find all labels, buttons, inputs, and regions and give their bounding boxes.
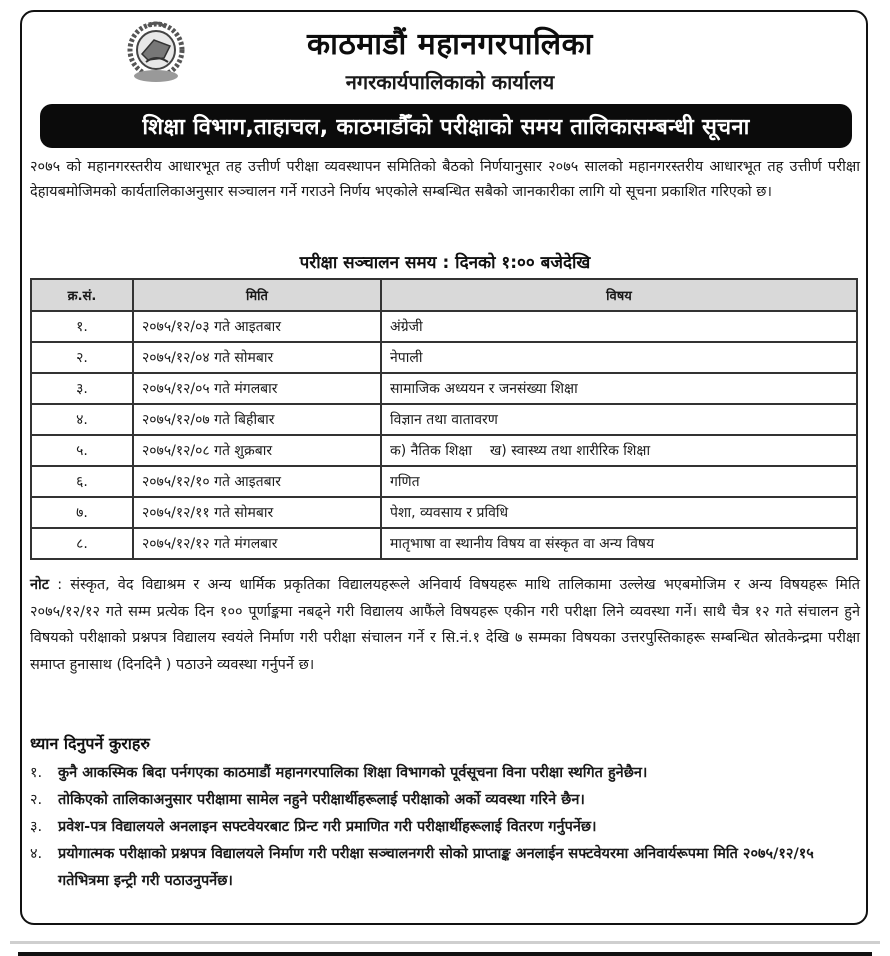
item-number: ३. bbox=[30, 819, 43, 835]
notice-title: शिक्षा विभाग,ताहाचल, काठमाडौँको परीक्षाको समय तालिकासम्बन्धी सूचना bbox=[142, 115, 750, 140]
list-item bbox=[30, 760, 860, 787]
serial-cell: ६. bbox=[31, 466, 133, 497]
item-number: ४. bbox=[30, 846, 43, 862]
table-row bbox=[31, 311, 857, 342]
government-emblem-icon bbox=[124, 18, 188, 86]
divider bbox=[18, 952, 872, 956]
intro-paragraph: २०७५ को महानगरस्तरीय आधारभूत तह उत्तीर्ण परीक्षा व्यवस्थापन समितिको बैठको निर्णयानुसार २०७५ सालको महानगरस्तरीय आधारभूत तह उत्तीर्ण परीक्षा देहायबमोजिमको कार्यतालिकाअनुसार सञ्चालन गर्ने गराउने निर्णय भएकोले सम्बन्धित सबैको जानकारीका लागि यो सूचना प्रकाशित गरिएको छ। bbox=[30, 159, 860, 200]
date-cell: २०७५/१२/०४ गते सोमबार bbox=[133, 342, 381, 373]
organization-name: काठमाडौं महानगरपालिका bbox=[307, 27, 593, 62]
exam-time-heading: परीक्षा सञ्चालन समय : दिनको १:०० बजेदेखि bbox=[299, 253, 591, 273]
subject-cell: पेशा, व्यवसाय र प्रविधि bbox=[381, 497, 857, 528]
table-row bbox=[31, 435, 857, 466]
date-cell: २०७५/१२/०५ गते मंगलबार bbox=[133, 373, 381, 404]
note-label: नोट bbox=[30, 577, 50, 593]
date-cell: २०७५/१२/१२ गते मंगलबार bbox=[133, 528, 381, 559]
table-row bbox=[31, 497, 857, 528]
serial-cell: ३. bbox=[31, 373, 133, 404]
note-paragraph bbox=[30, 572, 860, 678]
column-header-subject: विषय bbox=[381, 279, 857, 311]
subject-cell: मातृभाषा वा स्थानीय विषय वा संस्कृत वा अन्य विषय bbox=[381, 528, 857, 559]
date-cell: २०७५/१२/०३ गते आइतबार bbox=[133, 311, 381, 342]
item-text: प्रयोगात्मक परीक्षाको प्रश्नपत्र विद्यालयले निर्माण गरी परीक्षा सञ्चालनगरी सोको प्राप्ताङ्क अनलाईन सफ्टवेयरमा अनिवार्यरूपमा मिति २०७५/१२/१५ गतेभित्रमा इन्ट्री गरी पठाउनुपर्नेछ। bbox=[58, 846, 814, 889]
list-item bbox=[30, 814, 860, 841]
item-text: कुनै आकस्मिक बिदा पर्नगएका काठमाडौं महानगरपालिका शिक्षा विभागको पूर्वसूचना विना परीक्षा स्थगित हुनेछैन। bbox=[58, 765, 648, 781]
serial-cell: ८. bbox=[31, 528, 133, 559]
subject-cell: अंग्रेजी bbox=[381, 311, 857, 342]
serial-cell: २. bbox=[31, 342, 133, 373]
subject-cell: गणित bbox=[381, 466, 857, 497]
table-row bbox=[31, 466, 857, 497]
column-header-date: मिति bbox=[133, 279, 381, 311]
note-text: : संस्कृत, वेद विद्याश्रम र अन्य धार्मिक प्रकृतिका विद्यालयहरूले अनिवार्य विषयहरू माथि तालिकामा उल्लेख भएबमोजिम र अन्य विषयहरू मिति २०७५/१२/१२ गते सम्म प्रत्येक दिन १०० पूर्णाङ्कमा नबढ्ने गरी विद्यालय आफैंले विषयहरू एकीन गरी परीक्षा लिने व्यवस्था गर्ने। साथै चैत्र १२ गते संचालन हुने विषयको परीक्षाको प्रश्नपत्र विद्यालय स्वयंले निर्माण गरी परीक्षा संचालन गर्ने र सि.नं.१ देखि ७ सम्मका विषयका उत्तरपुस्तिकाहरू सम्बन्धित स्रोतकेन्द्रमा परीक्षा समाप्त हुनासाथ (दिनदिनै ) पठाउने व्यवस्था गर्नुपर्ने छ। bbox=[30, 577, 860, 673]
column-header-serial: क्र.सं. bbox=[31, 279, 133, 311]
item-text: तोकिएको तालिकाअनुसार परीक्षामा सामेल नहुने परीक्षार्थीहरूलाई परीक्षाको अर्को व्यवस्था गरिने छैन। bbox=[58, 792, 585, 808]
subject-cell: विज्ञान तथा वातावरण bbox=[381, 404, 857, 435]
table-row bbox=[31, 342, 857, 373]
serial-cell: १. bbox=[31, 311, 133, 342]
item-text: प्रवेश-पत्र विद्यालयले अनलाइन सफ्टवेयरबाट प्रिन्ट गरी प्रमाणित गरी परीक्षार्थीहरूलाई वितरण गर्नुपर्नेछ। bbox=[58, 819, 597, 835]
attention-list bbox=[30, 760, 860, 895]
serial-cell: ४. bbox=[31, 404, 133, 435]
date-cell: २०७५/१२/१० गते आइतबार bbox=[133, 466, 381, 497]
item-number: १. bbox=[30, 765, 43, 781]
subject-cell: नेपाली bbox=[381, 342, 857, 373]
item-number: २. bbox=[30, 792, 43, 808]
divider bbox=[10, 941, 880, 944]
subject-cell: क) नैतिक शिक्षा ख) स्वास्थ्य तथा शारीरिक शिक्षा bbox=[381, 435, 857, 466]
exam-schedule-table bbox=[30, 278, 858, 560]
list-item bbox=[30, 841, 860, 895]
notice-title-banner bbox=[40, 104, 852, 148]
list-item bbox=[30, 787, 860, 814]
serial-cell: ५. bbox=[31, 435, 133, 466]
table-row bbox=[31, 404, 857, 435]
table-header-row bbox=[31, 279, 857, 311]
date-cell: २०७५/१२/०७ गते बिहीबार bbox=[133, 404, 381, 435]
table-row bbox=[31, 373, 857, 404]
attention-heading: ध्यान दिनुपर्ने कुराहरु bbox=[30, 734, 150, 753]
subject-cell: सामाजिक अध्ययन र जनसंख्या शिक्षा bbox=[381, 373, 857, 404]
office-name: नगरकार्यपालिकाको कार्यालय bbox=[345, 70, 555, 94]
table-row bbox=[31, 528, 857, 559]
date-cell: २०७५/१२/११ गते सोमबार bbox=[133, 497, 381, 528]
serial-cell: ७. bbox=[31, 497, 133, 528]
date-cell: २०७५/१२/०८ गते शुक्रबार bbox=[133, 435, 381, 466]
